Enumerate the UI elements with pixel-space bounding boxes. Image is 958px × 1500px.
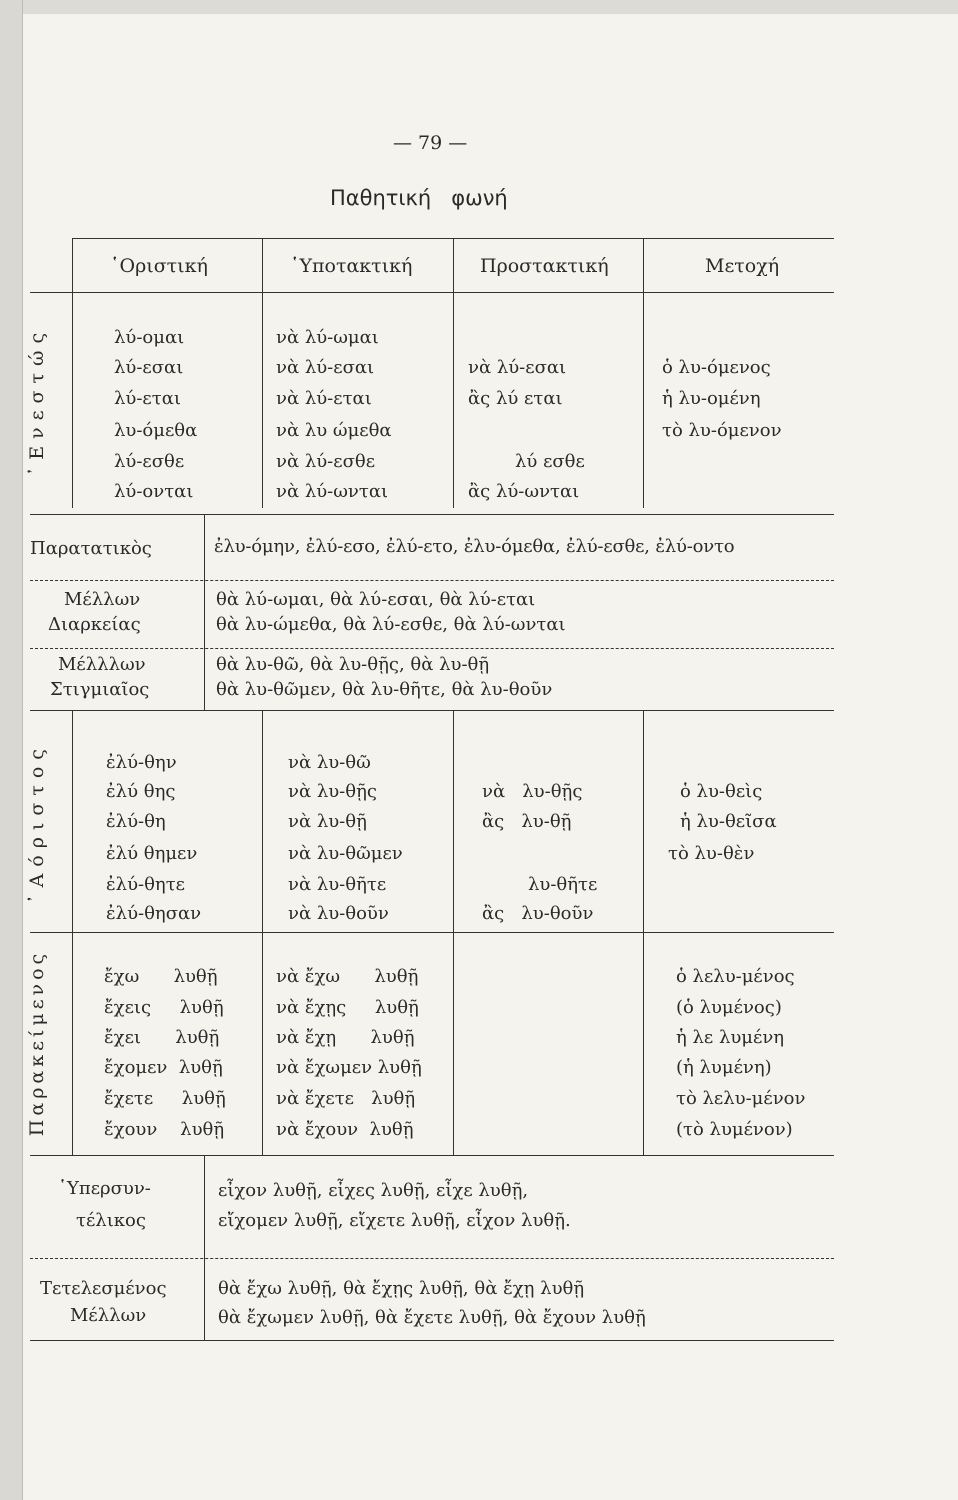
parakeimenos-metochi-1: ὁ λελυ-μένος bbox=[676, 966, 795, 987]
parakeimenos-metochi-4: (ἡ λυμένη) bbox=[676, 1057, 772, 1078]
mellon-stigmiaios-label-2: Στιγμιαῖος bbox=[50, 679, 150, 700]
ypersyntelikos-line-2: εἴχομεν λυθῇ, εἴχετε λυθῇ, εἶχον λυθῇ. bbox=[218, 1210, 571, 1231]
enestos-prostaktiki-1: νὰ λύ-εσαι bbox=[468, 357, 567, 378]
header-oristiki: ῾Οριστική bbox=[110, 255, 208, 277]
col-rule bbox=[262, 238, 263, 508]
label-col-rule bbox=[204, 514, 205, 710]
parakeimenos-bottom-rule bbox=[30, 1155, 834, 1156]
aoristos-ypotaktiki-2: νὰ λυ-θῇς bbox=[288, 781, 377, 802]
enestos-ypotaktiki-4: νὰ λυ ώμεθα bbox=[276, 420, 392, 441]
parakeimenos-metochi-3: ἡ λε λυμένη bbox=[676, 1027, 785, 1048]
aoristos-metochi-3: τὸ λυ-θὲν bbox=[668, 843, 755, 864]
mellon-stigmiaios-label-1: Μέλλλων bbox=[58, 654, 146, 675]
parakeimenos-metochi-5: τὸ λελυ-μένον bbox=[676, 1088, 806, 1109]
aoristos-oristiki-4: ἐλύ θημεν bbox=[106, 843, 198, 864]
parakeimenos-oristiki-2: ἔχεις λυθῇ bbox=[104, 997, 224, 1018]
page-left-edge bbox=[0, 0, 23, 1500]
ypersyntelikos-label-1: ῾Υπερσυν- bbox=[58, 1178, 151, 1199]
aoristos-prostaktiki-1: νὰ λυ-θῇς bbox=[482, 781, 583, 802]
aoristos-prostaktiki-4: ἂς λυ-θοῦν bbox=[482, 903, 594, 924]
aoristos-oristiki-5: ἐλύ-θητε bbox=[106, 874, 185, 895]
aoristos-metochi-1: ὁ λυ-θεὶς bbox=[680, 781, 763, 802]
aoristos-metochi-2: ἡ λυ-θεῖσα bbox=[680, 811, 777, 832]
ypersyntelikos-bottom-rule bbox=[30, 1258, 834, 1259]
mellon-diarkeias-bottom-rule bbox=[30, 648, 834, 649]
parakeimenos-ypotaktiki-6: νὰ ἔχουν λυθῇ bbox=[276, 1119, 414, 1140]
parakeimenos-oristiki-5: ἔχετε λυθῇ bbox=[104, 1088, 226, 1109]
parakeimenos-label: Παρακείμενος bbox=[26, 949, 48, 1137]
header-metochi: Μετοχή bbox=[705, 255, 780, 277]
header-bottom-rule bbox=[30, 292, 834, 293]
parakeimenos-ypotaktiki-5: νὰ ἔχετε λυθῇ bbox=[276, 1088, 416, 1109]
header-ypotaktiki: ῾Υποτακτική bbox=[290, 255, 413, 277]
enestos-oristiki-4: λυ-όμεθα bbox=[114, 420, 198, 441]
enestos-prostaktiki-4: ἂς λύ-ωνται bbox=[468, 481, 580, 502]
enestos-ypotaktiki-3: νὰ λύ-εται bbox=[276, 388, 372, 409]
paratatikos-label: Παρατατικὸς bbox=[30, 538, 152, 559]
enestos-prostaktiki-2: ἂς λύ εται bbox=[468, 388, 563, 409]
aoristos-ypotaktiki-5: νὰ λυ-θῆτε bbox=[288, 874, 387, 895]
col-rule bbox=[643, 238, 644, 508]
aoristos-oristiki-1: ἐλύ-θην bbox=[106, 752, 177, 773]
mellon-diarkeias-label-1: Μέλλων bbox=[64, 589, 141, 610]
tetelesmenos-line-1: θὰ ἔχω λυθῇ, θὰ ἔχῃς λυθῇ, θὰ ἔχῃ λυθῇ bbox=[218, 1278, 585, 1299]
aoristos-oristiki-6: ἐλύ-θησαν bbox=[106, 903, 202, 924]
table-bottom-rule bbox=[30, 1340, 834, 1341]
col-rule bbox=[453, 238, 454, 508]
parakeimenos-metochi-2: (ὁ λυμένος) bbox=[676, 997, 782, 1018]
mellon-diarkeias-label-2: Διαρκείας bbox=[48, 614, 141, 635]
enestos-oristiki-3: λύ-εται bbox=[114, 388, 181, 409]
header-prostaktiki: Προστακτική bbox=[480, 255, 609, 277]
mellon-diarkeias-line-1: θὰ λύ-ωμαι, θὰ λύ-εσαι, θὰ λύ-εται bbox=[216, 589, 536, 610]
parakeimenos-ypotaktiki-3: νὰ ἔχῃ λυθῇ bbox=[276, 1027, 415, 1048]
parakeimenos-oristiki-1: ἔχω λυθῇ bbox=[104, 966, 218, 987]
aoristos-oristiki-2: ἐλύ θης bbox=[106, 781, 176, 802]
aoristos-label: ᾿Αόριστος bbox=[26, 742, 48, 904]
aoristos-bottom-rule bbox=[30, 932, 834, 933]
mellon-diarkeias-line-2: θὰ λυ-ώμεθα, θὰ λύ-εσθε, θὰ λύ-ωνται bbox=[216, 614, 566, 635]
aoristos-prostaktiki-3: λυ-θῆτε bbox=[528, 874, 598, 895]
aoristos-ypotaktiki-1: νὰ λυ-θῶ bbox=[288, 752, 371, 773]
enestos-bottom-rule bbox=[30, 514, 834, 515]
label-col-rule bbox=[204, 1155, 205, 1340]
page-top-edge bbox=[0, 0, 958, 14]
parakeimenos-oristiki-3: ἔχει λυθῇ bbox=[104, 1027, 220, 1048]
aoristos-ypotaktiki-6: νὰ λυ-θοῦν bbox=[288, 903, 389, 924]
mellon-stigmiaios-line-1: θὰ λυ-θῶ, θὰ λυ-θῇς, θὰ λυ-θῇ bbox=[216, 654, 490, 675]
paratatikos-forms: ἐλυ-όμην, ἐλύ-εσο, ἐλύ-ετο, ἐλυ-όμεθα, ἐλύ-εσθε, ἐλύ-οντο bbox=[214, 536, 735, 557]
ypersyntelikos-label-2: τέλικος bbox=[76, 1210, 146, 1231]
page-number: — 79 — bbox=[393, 132, 468, 154]
enestos-prostaktiki-3: λύ εσθε bbox=[515, 451, 585, 472]
enestos-metochi-2: ἡ λυ-ομένη bbox=[662, 388, 761, 409]
enestos-label: ᾿Ενεστώς bbox=[26, 325, 48, 477]
enestos-metochi-1: ὁ λυ-όμενος bbox=[662, 357, 771, 378]
aoristos-prostaktiki-2: ἂς λυ-θῇ bbox=[482, 811, 572, 832]
enestos-ypotaktiki-6: νὰ λύ-ωνται bbox=[276, 481, 389, 502]
paratatikos-bottom-rule bbox=[30, 580, 834, 581]
enestos-ypotaktiki-2: νὰ λύ-εσαι bbox=[276, 357, 375, 378]
mellon-stigmiaios-line-2: θὰ λυ-θῶμεν, θὰ λυ-θῆτε, θὰ λυ-θοῦν bbox=[216, 679, 553, 700]
enestos-metochi-3: τὸ λυ-όμενον bbox=[662, 420, 782, 441]
tetelesmenos-line-2: θὰ ἔχωμεν λυθῇ, θὰ ἔχετε λυθῇ, θὰ ἔχουν λυθῇ bbox=[218, 1307, 646, 1328]
aoristos-ypotaktiki-3: νὰ λυ-θῇ bbox=[288, 811, 367, 832]
aoristos-oristiki-3: ἐλύ-θη bbox=[106, 811, 166, 832]
enestos-ypotaktiki-1: νὰ λύ-ωμαι bbox=[276, 327, 379, 348]
parakeimenos-oristiki-4: ἔχομεν λυθῇ bbox=[104, 1057, 223, 1078]
tetelesmenos-label-1: Τετελεσμένος bbox=[40, 1278, 167, 1299]
enestos-ypotaktiki-5: νὰ λύ-εσθε bbox=[276, 451, 376, 472]
col-rule bbox=[72, 238, 73, 508]
parakeimenos-metochi-6: (τὸ λυμένον) bbox=[676, 1119, 793, 1140]
tetelesmenos-label-2: Μέλλων bbox=[70, 1305, 147, 1326]
ypersyntelikos-line-1: εἶχον λυθῇ, εἶχες λυθῇ, εἶχε λυθῇ, bbox=[218, 1180, 529, 1201]
enestos-oristiki-5: λύ-εσθε bbox=[114, 451, 185, 472]
aoristos-ypotaktiki-4: νὰ λυ-θῶμεν bbox=[288, 843, 403, 864]
page-title: Παθητική φωνή bbox=[330, 186, 508, 210]
parakeimenos-oristiki-6: ἔχουν λυθῇ bbox=[104, 1119, 225, 1140]
parakeimenos-ypotaktiki-1: νὰ ἔχω λυθῇ bbox=[276, 966, 419, 987]
mellon-stigmiaios-bottom-rule bbox=[30, 710, 834, 711]
parakeimenos-ypotaktiki-4: νὰ ἔχωμεν λυθῇ bbox=[276, 1057, 422, 1078]
enestos-oristiki-1: λύ-ομαι bbox=[114, 327, 185, 348]
enestos-oristiki-6: λύ-ονται bbox=[114, 481, 194, 502]
enestos-oristiki-2: λύ-εσαι bbox=[114, 357, 184, 378]
parakeimenos-ypotaktiki-2: νὰ ἔχῃς λυθῇ bbox=[276, 997, 419, 1018]
